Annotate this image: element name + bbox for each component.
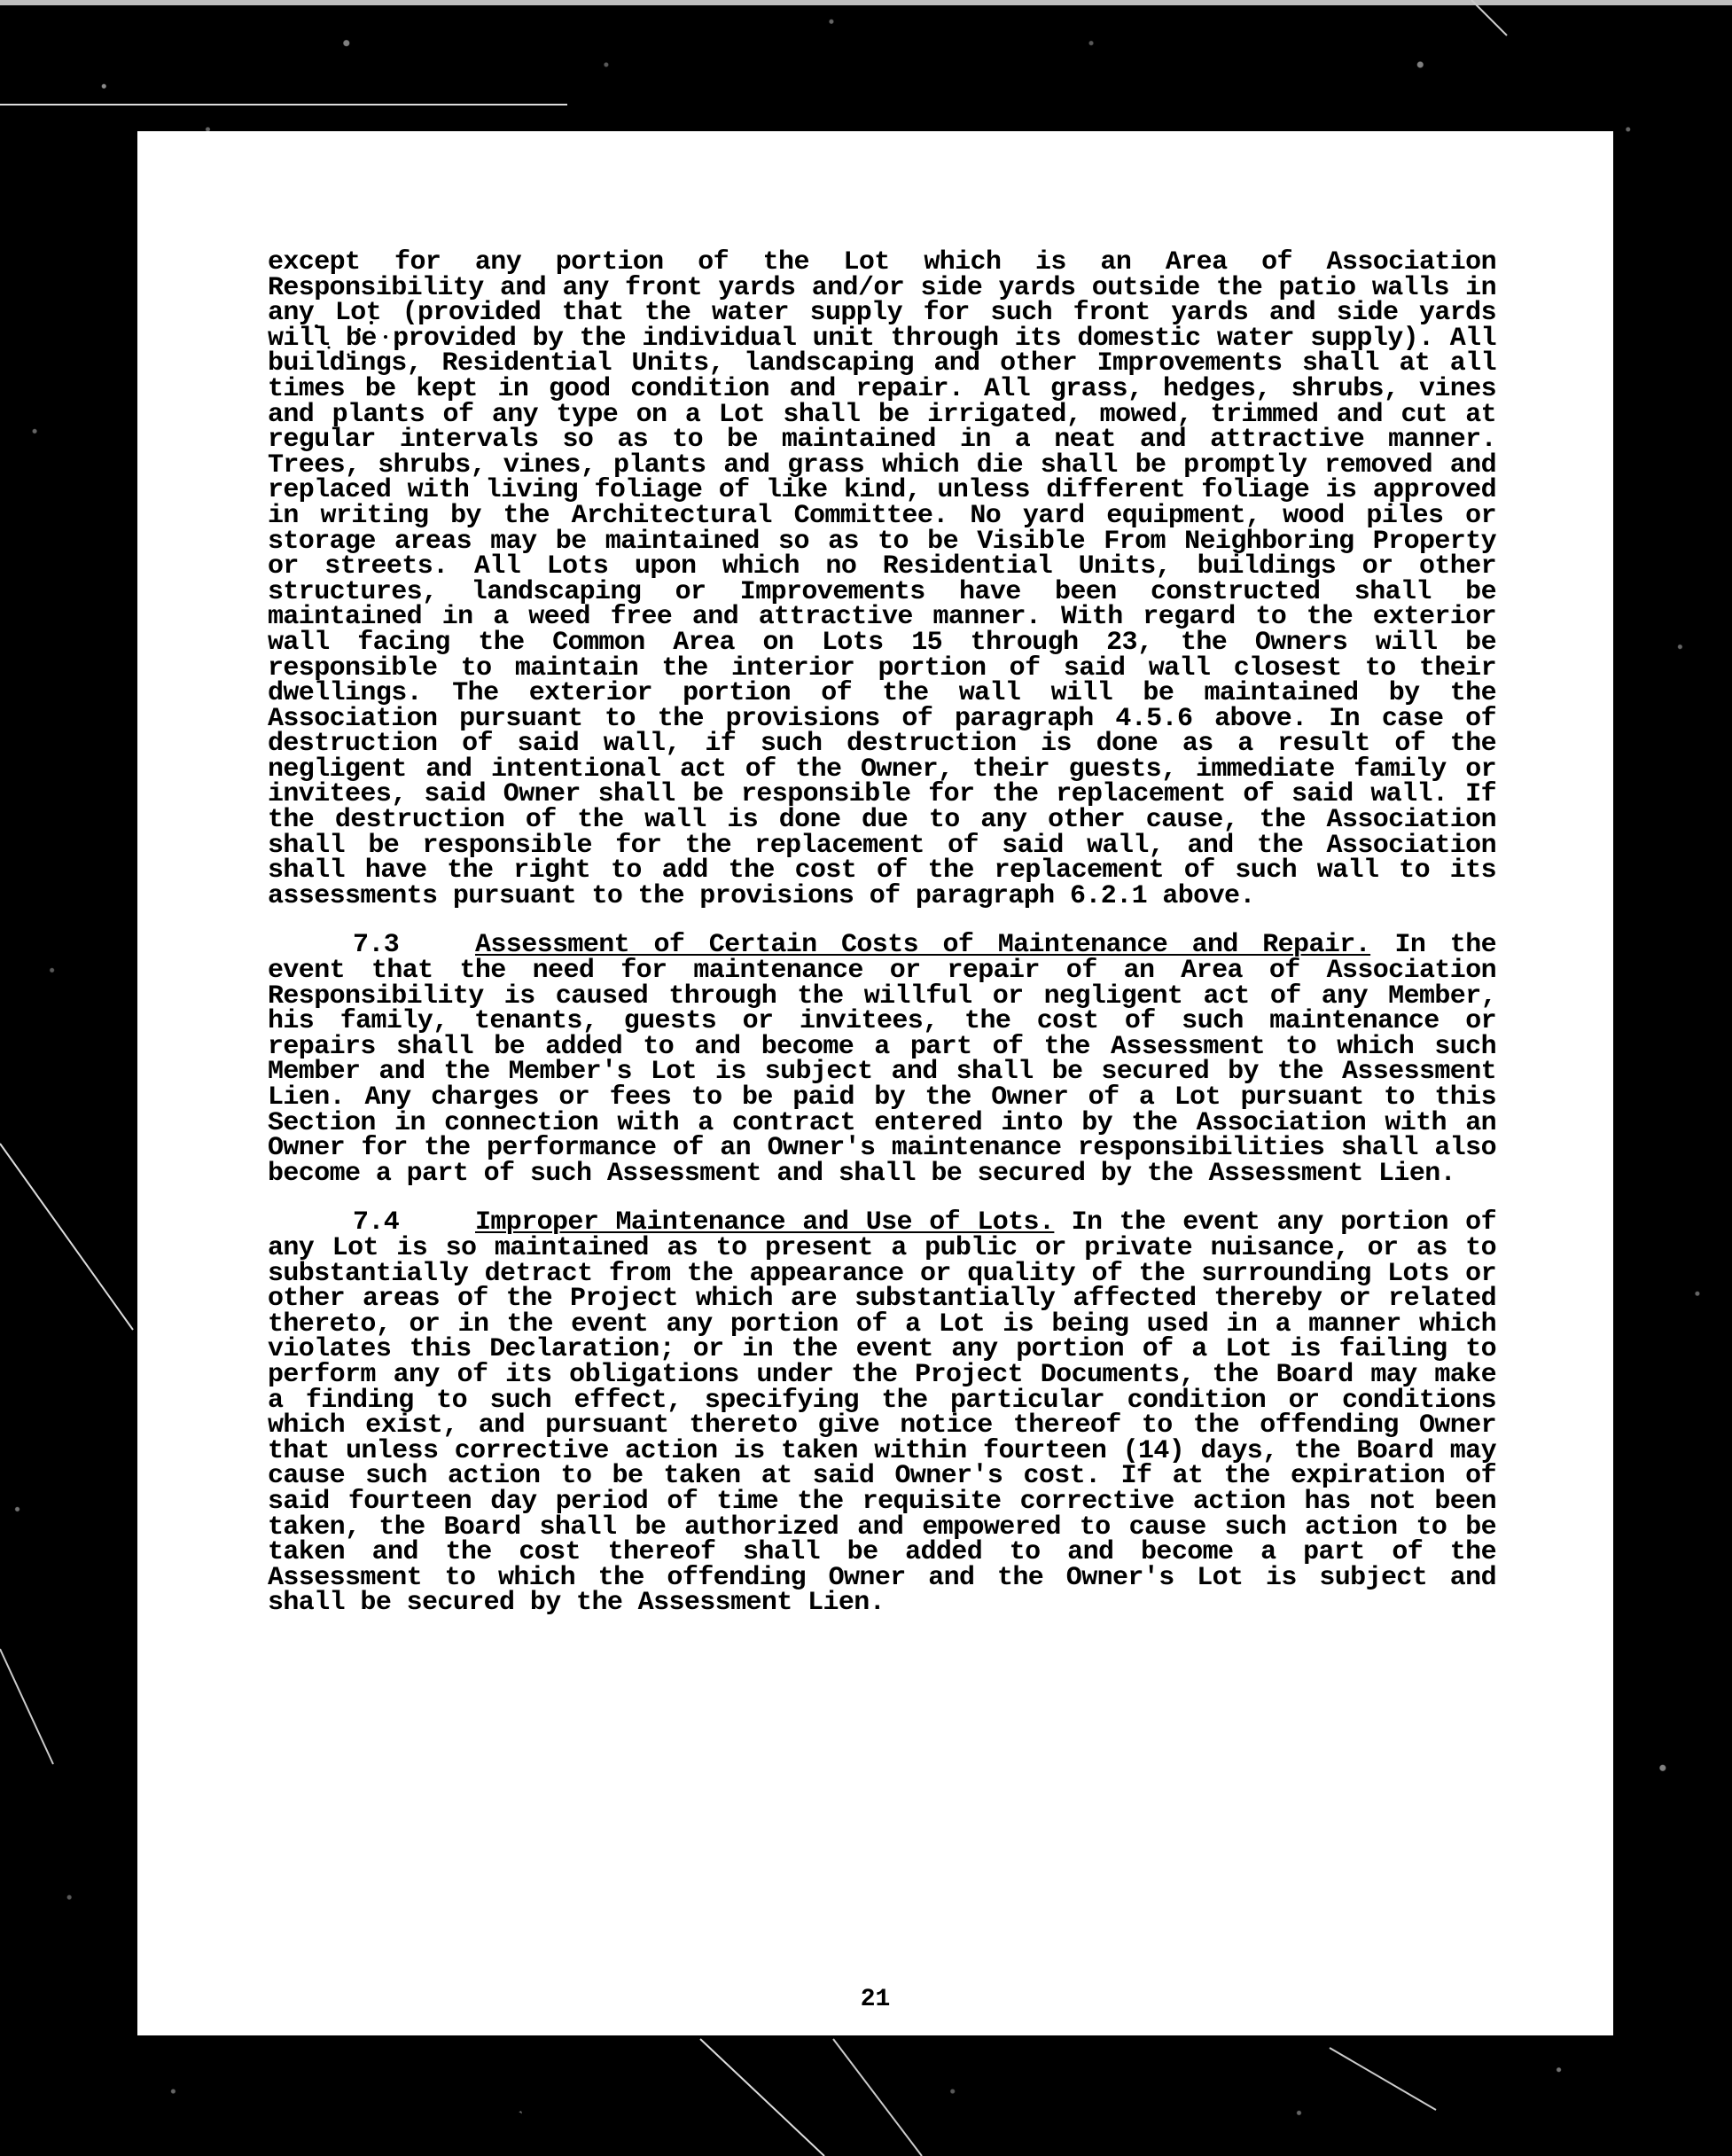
section-7-3-number: 7.3	[353, 930, 400, 961]
section-7-4-text: In the event any portion of any Lot is so maintained as to present a public or private nuisance, or as to substantially detract from the appearance or quality of the surrounding Lots or other areas of the Project which are substantially affected thereby or related thereto, or in the event any portion of a Lot is being used in a manner which violates this Declaration; or in the event any portion of a Lot is failing to perform any of its obligations under the Project Documents, the Board may make a finding to such effect, specifying the particular condition or conditions which exist, and pursuant thereto give notice thereof to the offending Owner that unless corrective action is taken within fourteen (14) days, the Board may cause such action to be taken at said Owner's cost. If at the expiration of said fourteen day period of time the requisite corrective action has not been taken, the Board shall be authorized and empowered to cause such action to be taken and the cost thereof shall be added to and become a part of the Assessment to which the offending Owner and the Owner's Lot is subject and shall be secured by the Assessment Lien.	[268, 1207, 1496, 1619]
document-body	[268, 247, 1496, 1640]
page-number: 21	[860, 1986, 891, 2013]
section-7-4-title: Improper Maintenance and Use of Lots.	[475, 1207, 1055, 1238]
section-7-3-text: In the event that the need for maintenance or repair of an Area of Association Responsibility is caused through the willful or negligent act of any Member, his family, tenants, guests or invitees, the cost of such maintenance or repairs shall be added to and become a part of the Assessment to which such Member and the Member's Lot is subject and shall be secured by the Assessment Lien. Any charges or fees to be paid by the Owner of a Lot pursuant to this Section in connection with a contract entered into by the Association with an Owner for the performance of an Owner's maintenance responsibilities shall also become a part of such Assessment and shall be secured by the Assessment Lien.	[268, 930, 1496, 1189]
section-7-4-number: 7.4	[353, 1207, 400, 1238]
section-7-3-title: Assessment of Certain Costs of Maintenance and Repair.	[475, 930, 1371, 961]
recording-stamp: 10036 1102	[430, 2086, 677, 2144]
section-7-4	[268, 1207, 1496, 1619]
section-7-3	[268, 930, 1496, 1189]
paragraph-continued: except for any portion of the Lot which is an Area of Association Responsibility and any front yards and/or side yards outside the patio walls in any Lot (provided that the water supply for such front yards and side yards will be provided by the individual unit through its domestic water supply). All buildings, Residential Units, landscaping and other Improvements shall at all times be kept in good condition and repair. All grass, hedges, shrubs, vines and plants of any type on a Lot shall be irrigated, mowed, trimmed and cut at regular intervals so as to be maintained in a neat and attractive manner. Trees, shrubs, vines, plants and grass which die shall be promptly removed and replaced with living foliage of like kind, unless different foliage is approved in writing by the Architectural Committee. No yard equipment, wood piles or storage areas may be maintained so as to be Visible From Neighboring Property or streets. All Lots upon which no Residential Units, buildings or other structures, landscaping or Improvements have been constructed shall be maintained in a weed free and attractive manner. With regard to the exterior wall facing the Common Area on Lots 15 through 23, the Owners will be responsible to maintain the interior portion of said wall closest to their dwellings. The exterior portion of the wall will be maintained by the Association pursuant to the provisions of paragraph 4.5.6 above. In case of destruction of said wall, if such destruction is done as a result of the negligent and intentional act of the Owner, their guests, immediate family or invitees, said Owner shall be responsible for the replacement of said wall. If the destruction of the wall is done due to any other cause, the Association shall be responsible for the replacement of said wall, and the Association shall have the right to add the cost of the replacement of such wall to its assessments pursuant to the provisions of paragraph 6.2.1 above.	[268, 247, 1496, 911]
